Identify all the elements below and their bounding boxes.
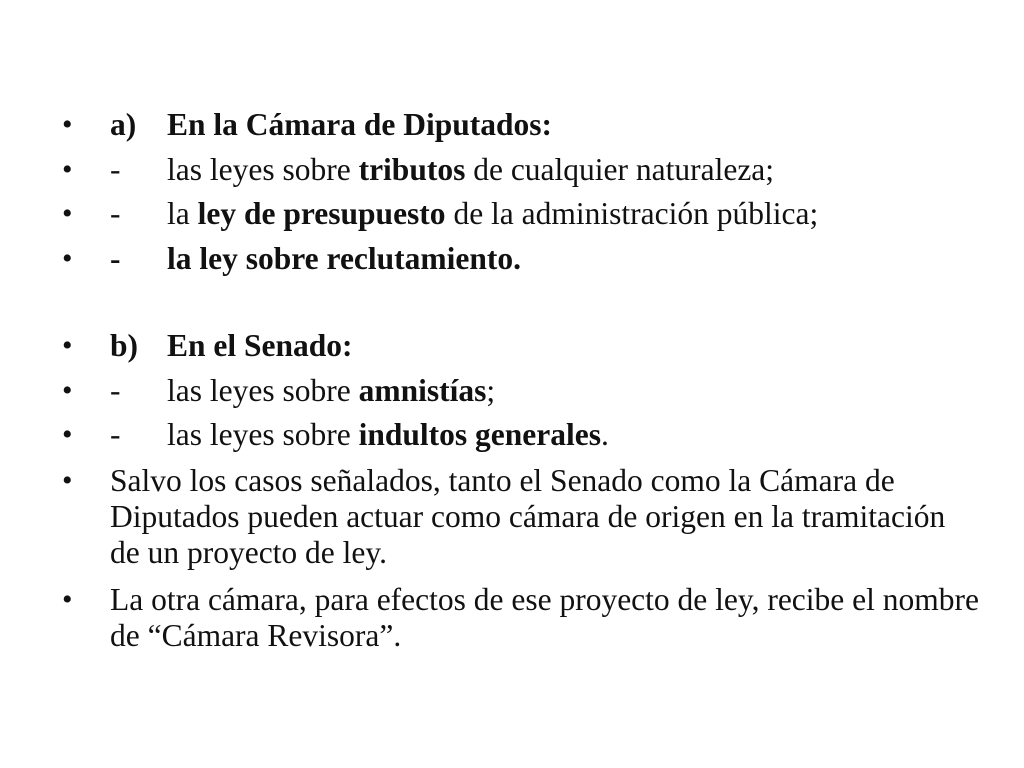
list-item-text: la bbox=[167, 196, 198, 231]
list-item-text: ; bbox=[486, 372, 496, 408]
bullet-icon: • bbox=[62, 373, 73, 407]
bullet-icon: • bbox=[62, 463, 73, 497]
list-item bbox=[62, 413, 982, 458]
list-item-text: . bbox=[600, 417, 609, 452]
bold-text: la ley sobre reclutamiento. bbox=[167, 240, 522, 276]
list-item bbox=[62, 324, 982, 369]
list-item bbox=[62, 369, 982, 414]
list-item-marker: - bbox=[110, 372, 121, 408]
list-item bbox=[62, 148, 982, 193]
list-item-marker: - bbox=[110, 196, 121, 231]
bullet-icon: • bbox=[62, 241, 73, 275]
list-item-text: de cualquier naturaleza; bbox=[465, 151, 775, 187]
bullet-icon: • bbox=[62, 418, 73, 451]
list-item-marker: - bbox=[110, 151, 121, 187]
bold-text: En el Senado: bbox=[167, 328, 353, 363]
list-item bbox=[62, 458, 982, 577]
list-item-marker: - bbox=[110, 240, 121, 276]
bullet-icon: • bbox=[62, 108, 73, 141]
bullet-icon: • bbox=[62, 152, 73, 186]
bullet-icon: • bbox=[62, 329, 73, 362]
bold-text: tributos bbox=[358, 151, 466, 187]
list-item-marker: b) bbox=[110, 328, 139, 363]
list-item-text: La otra cámara, para efectos de ese proyecto de ley, recibe el nombre de “Cámara Revisora”. bbox=[110, 581, 979, 653]
bullet-icon: • bbox=[62, 197, 73, 230]
list-item bbox=[62, 192, 982, 237]
list-item-text: Salvo los casos señalados, tanto el Senado como la Cámara de Diputados pueden actuar como cámara de origen en la tramitación de un proyecto de ley. bbox=[110, 462, 946, 570]
bold-text: En la Cámara de Diputados: bbox=[167, 107, 553, 142]
bold-text: ley de presupuesto bbox=[197, 196, 446, 231]
list-item-marker: a) bbox=[110, 107, 137, 142]
list-item bbox=[62, 103, 982, 148]
bold-text: amnistías bbox=[358, 372, 487, 408]
bullet-icon: • bbox=[62, 582, 73, 616]
bullet-list bbox=[62, 103, 982, 660]
list-item-marker: - bbox=[110, 417, 121, 452]
list-item-text: las leyes sobre bbox=[167, 417, 359, 452]
list-item-text: de la administración pública; bbox=[445, 196, 819, 231]
list-item-text: las leyes sobre bbox=[167, 372, 359, 408]
bold-text: indultos generales bbox=[358, 417, 601, 452]
list-item bbox=[62, 577, 982, 660]
list-item-text: las leyes sobre bbox=[167, 151, 359, 187]
list-item bbox=[62, 237, 982, 282]
